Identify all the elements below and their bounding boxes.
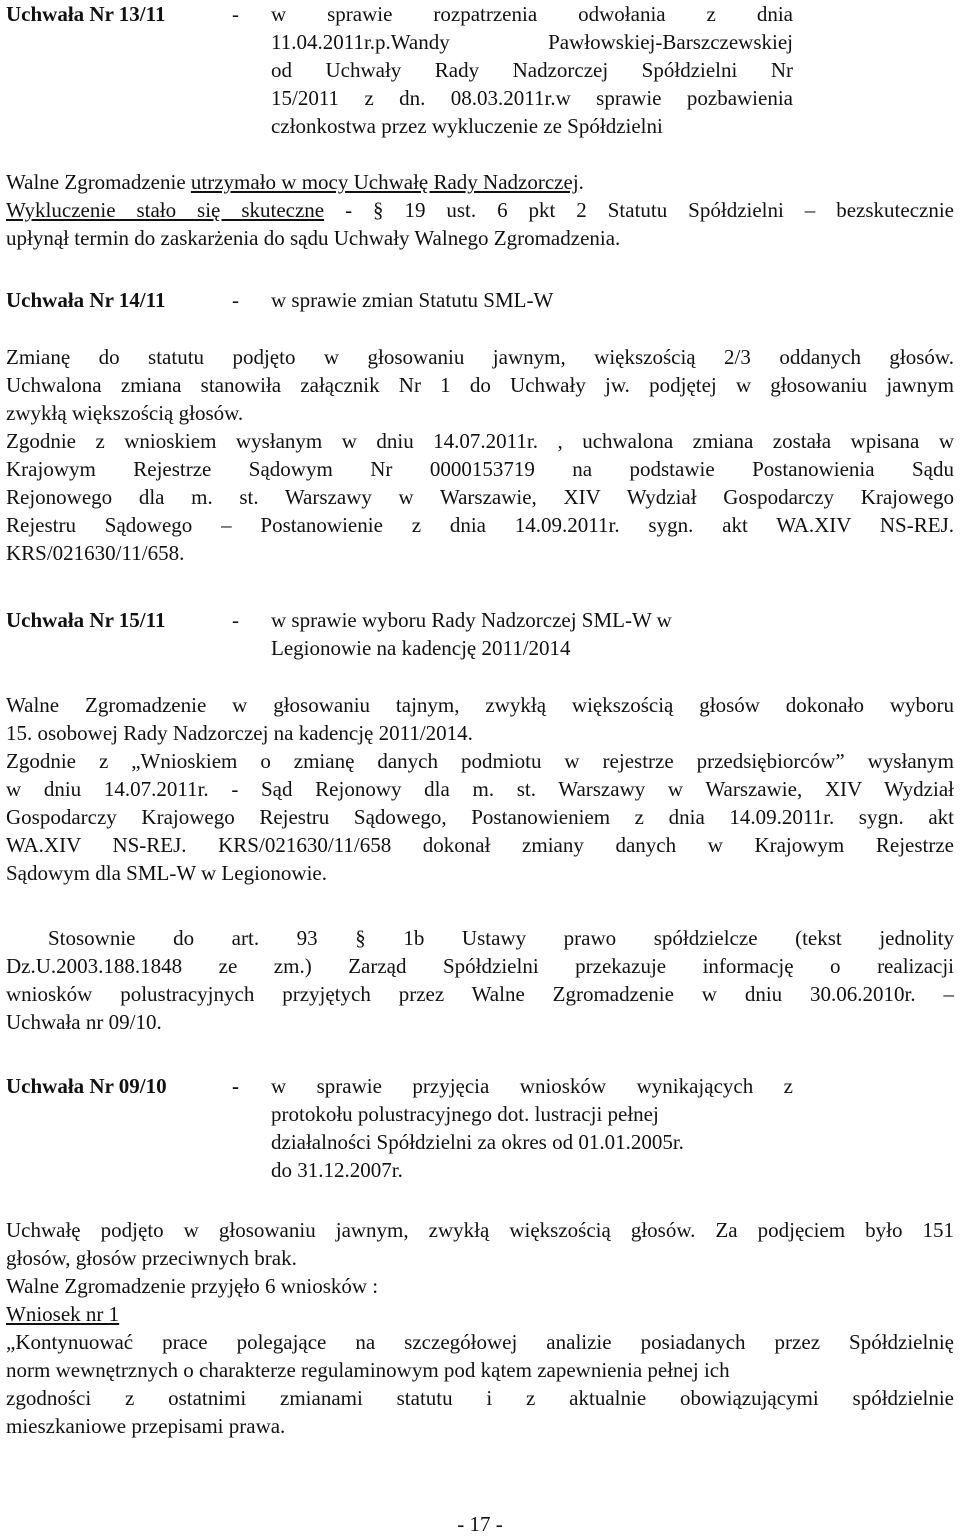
resolution-13-11-subject-line-4: 15/2011 z dn. 08.03.2011r.w sprawie pozbawienia [271,86,793,110]
resolution-09-10-subject-line-2: protokołu polustracyjnego dot. lustracji pełnej [271,1102,659,1126]
resolution-15-11-dash: - [232,608,239,632]
resolution-14-11-body-line-5: Krajowym Rejestrze Sądowym Nr 0000153719 na podstawie Postanowienia Sądu [6,457,954,481]
statute-reference-line-1: Stosownie do art. 93 § 1b Ustawy prawo spółdzielcze (tekst jednolity [48,926,954,950]
upheld-text: utrzymało w mocy Uchwałę Rady Nadzorczej [190,170,579,194]
resolution-14-11-dash: - [232,288,239,312]
resolution-13-11-dash: - [232,2,239,26]
resolution-14-11-body-line-1: Zmianę do statutu podjęto w głosowaniu jawnym, większością 2/3 oddanych głosów. [6,345,954,369]
resolution-15-11-body-line-3: Zgodnie z „Wnioskiem o zmianę danych podmiotu w rejestrze przedsiębiorców” wysłanym [6,749,954,773]
resolution-09-10-subject-line-4: do 31.12.2007r. [271,1158,403,1182]
motion-1-line-4: mieszkaniowe przepisami prawa. [6,1414,286,1438]
resolution-13-11-label: Uchwała Nr 13/11 [6,2,166,26]
exclusion-effective-text: Wykluczenie stało się skuteczne [6,198,325,222]
resolution-13-11-subject-line-2: 11.04.2011r.p.Wandy Pawłowskiej-Barszczewskiej [271,30,793,54]
resolution-15-11-body-line-1: Walne Zgromadzenie w głosowaniu tajnym, zwykłą większością głosów dokonało wyboru [6,693,954,717]
resolution-14-11-body-line-2: Uchwalona zmiana stanowiła załącznik Nr 1 do Uchwały jw. podjętej w głosowaniu jawnym [6,373,954,397]
resolution-15-11-label: Uchwała Nr 15/11 [6,608,166,632]
resolution-14-11-subject: w sprawie zmian Statutu SML-W [271,288,554,312]
resolution-15-11-body-line-7: Sądowym dla SML-W w Legionowie. [6,861,327,885]
resolution-14-11-body-line-4: Zgodnie z wnioskiem wysłanym w dniu 14.07.2011r. , uchwalona zmiana została wpisana w [6,429,954,453]
resolution-13-11-subject-line-1: w sprawie rozpatrzenia odwołania z dnia [271,2,793,26]
resolution-15-11-subject-line-2: Legionowie na kadencję 2011/2014 [271,636,571,660]
resolution-15-11-subject-line-1: w sprawie wyboru Rady Nadzorczej SML-W w [271,608,672,632]
resolution-14-11-body-line-3: zwykłą większością głosów. [6,401,244,425]
resolution-13-11-body-line-3: upłynął termin do zaskarżenia do sądu Uchwały Walnego Zgromadzenia. [6,226,621,250]
resolution-14-11-body-line-6: Rejonowego dla m. st. Warszawy w Warszawie, XIV Wydział Gospodarczy Krajowego [6,485,954,509]
motion-1-title: Wniosek nr 1 [6,1302,120,1326]
statute-reference-line-2: Dz.U.2003.188.1848 ze zm.) Zarząd Spółdzielni przekazuje informację o realizacji [6,954,954,978]
page-number: - 17 - [457,1512,503,1536]
resolution-09-10-subject-line-3: działalności Spółdzielni za okres od 01.01.2005r. [271,1130,684,1154]
statute-reference-line-4: Uchwała nr 09/10. [6,1010,162,1034]
resolution-13-11-body-line-2: Wykluczenie stało się skuteczne - § 19 ust. 6 pkt 2 Statutu Spółdzielni – bezskutecznie [6,198,954,222]
motion-1-line-2: norm wewnętrznych o charakterze regulaminowym pod kątem zapewnienia pełnej ich [6,1358,730,1382]
resolution-13-11-subject-line-3: od Uchwały Rady Nadzorczej Spółdzielni Nr [271,58,793,82]
resolution-15-11-body-line-4: w dniu 14.07.2011r. - Sąd Rejonowy dla m. st. Warszawy w Warszawie, XIV Wydział [6,777,954,801]
resolution-13-11-subject-line-5: członkostwa przez wykluczenie ze Spółdzielni [271,114,663,138]
resolution-15-11-body-line-5: Gospodarczy Krajowego Rejestru Sądowego, Postanowieniem z dnia 14.09.2011r. sygn. akt [6,805,954,829]
resolution-09-10-subject-line-1: w sprawie przyjęcia wniosków wynikających z [271,1074,793,1098]
resolution-14-11-label: Uchwała Nr 14/11 [6,288,166,312]
resolution-09-10-dash: - [232,1074,239,1098]
resolution-09-10-body-line-2: głosów, głosów przeciwnych brak. [6,1246,297,1270]
resolution-13-11-body-line-1: Walne Zgromadzenie utrzymało w mocy Uchwałę Rady Nadzorczej. [6,170,584,194]
section-icon: § [373,198,384,222]
resolution-14-11-body-line-7: Rejestru Sądowego – Postanowienie z dnia 14.09.2011r. sygn. akt WA.XIV NS-REJ. [6,513,954,537]
statute-reference-line-3: wniosków polustracyjnych przyjętych przez Walne Zgromadzenie w dniu 30.06.2010r. – [6,982,954,1006]
resolution-09-10-body-line-1: Uchwałę podjęto w głosowaniu jawnym, zwykłą większością głosów. Za podjęciem było 151 [6,1218,954,1242]
resolution-15-11-body-line-2: 15. osobowej Rady Nadzorczej na kadencję 2011/2014. [6,721,473,745]
resolution-14-11-body-line-8: KRS/021630/11/658. [6,541,185,565]
motion-1-line-3: zgodności z ostatnimi zmianami statutu i z aktualnie obowiązującymi spółdzielnie [6,1386,954,1410]
resolution-15-11-body-line-6: WA.XIV NS-REJ. KRS/021630/11/658 dokonał zmiany danych w Krajowym Rejestrze [6,833,954,857]
motion-1-line-1: „Kontynuować prace polegające na szczegółowej analizie posiadanych przez Spółdzielnię [6,1330,954,1354]
resolution-09-10-body-line-3: Walne Zgromadzenie przyjęło 6 wniosków : [6,1274,379,1298]
resolution-09-10-label: Uchwała Nr 09/10 [6,1074,167,1098]
